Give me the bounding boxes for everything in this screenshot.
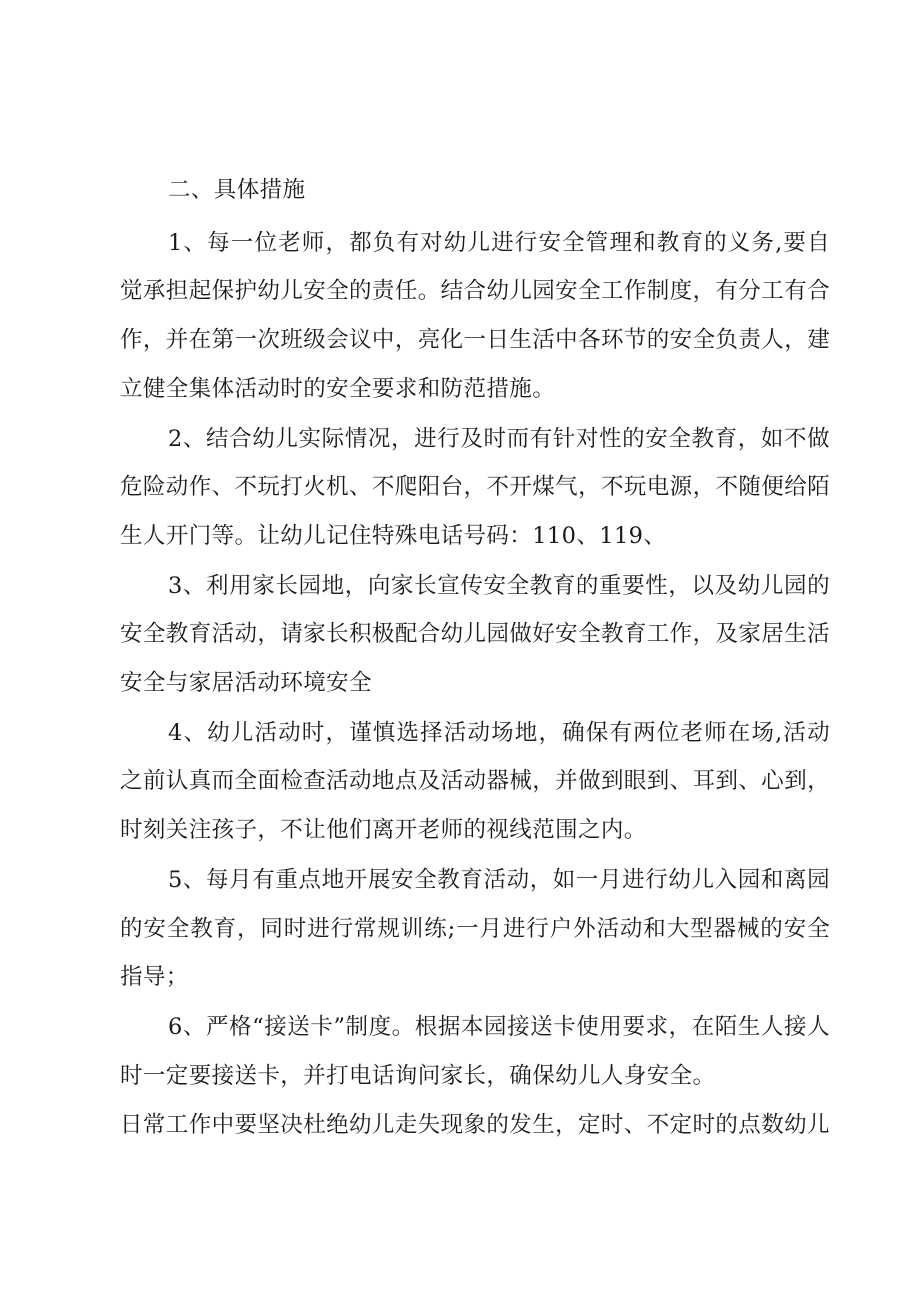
paragraph-5: 5、每月有重点地开展安全教育活动，如一月进行幼儿入园和离园的安全教育，同时进行常规训练;一月进行户外活动和大型器械的安全指导；: [120, 866, 830, 991]
paragraph-1: 1、每一位老师，都负有对幼儿进行安全管理和教育的义务,要自觉承担起保护幼儿安全的责任。结合幼儿园安全工作制度，有分工有合作，并在第一次班级会议中，亮化一日生活中各环节的安全负责人，建立健全集体活动时的安全要求和防范措施。: [120, 229, 830, 402]
document-body: [120, 166, 830, 1150]
paragraph-2: 2、结合幼儿实际情况，进行及时而有针对性的安全教育，如不做危险动作、不玩打火机、不爬阳台，不开煤气，不玩电源，不随便给陌生人开门等。让幼儿记住特殊电话号码：110、119、: [120, 425, 830, 549]
paragraph-6: 6、严格“接送卡”制度。根据本园接送卡使用要求，在陌生人接人时一定要接送卡，并打电话询问家长，确保幼儿人身安全。: [120, 1013, 830, 1089]
paragraph-4: 4、幼儿活动时，谨慎选择活动场地，确保有两位老师在场,活动之前认真而全面检查活动地点及活动器械，并做到眼到、耳到、心到，时刻关注孩子，不让他们离开老师的视线范围之内。: [120, 719, 830, 844]
trailing-line: 日常工作中要坚决杜绝幼儿走失现象的发生，定时、不定时的点数幼儿: [120, 1112, 830, 1139]
paragraph-3: 3、利用家长园地，向家长宣传安全教育的重要性，以及幼儿园的安全教育活动，请家长积极配合幼儿园做好安全教育工作，及家居生活安全与家居活动环境安全: [120, 572, 830, 697]
section-heading: 二、具体措施: [168, 177, 306, 203]
